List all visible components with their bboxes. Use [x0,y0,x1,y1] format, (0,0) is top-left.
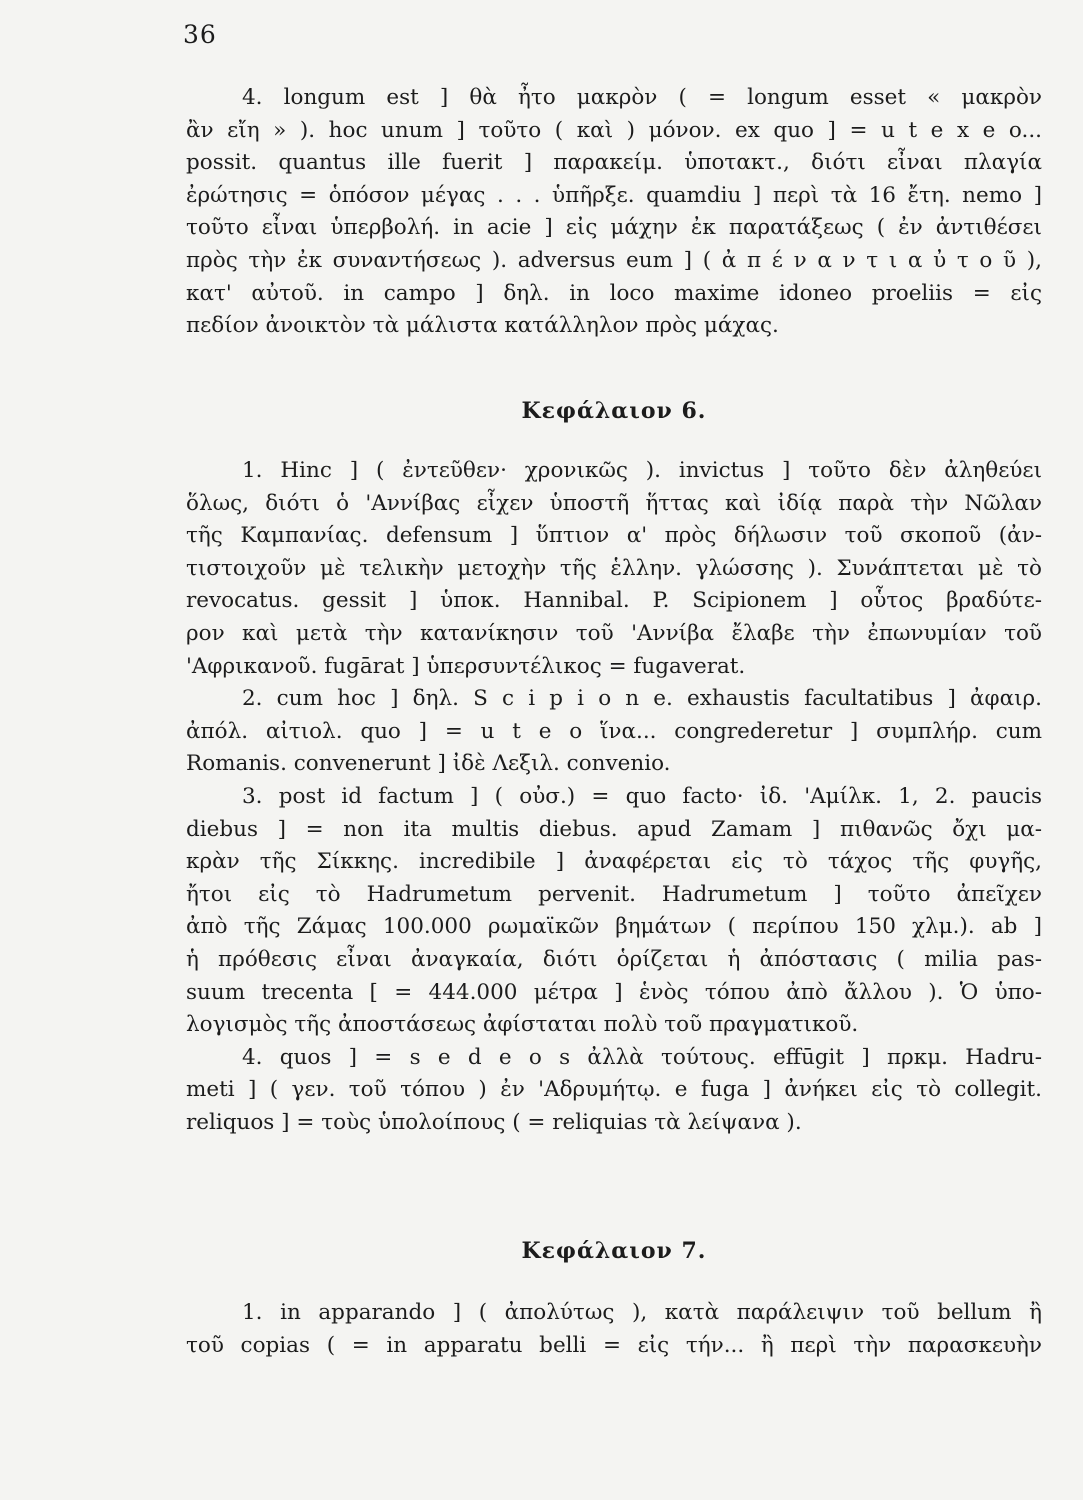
text-line: πεδίον ἀνοικτὸν τὰ μάλιστα κατάλληλον πρὸς μάχας. [186,313,779,339]
text-line: 1. Hinc ] ( ἐντεῦθεν· χρονικῶς ). invictus ] τοῦτο δὲν ἀληθεύει [242,458,1042,483]
chapter-heading-7: Κεφάλαιον 7. [521,1238,707,1264]
text-line: τιστοιχοῦν μὲ τελικὴν μετοχὴν τῆς ἑλλην. γλώσσης ). Συνάπτεται μὲ τὸ [186,555,1042,581]
text-line: 4. quos ] = s e d e o s ἀλλὰ τούτους. effūgit ] πρκμ. Hadru- [242,1044,1042,1070]
text-line: meti ] ( γεν. τοῦ τόπου ) ἐν 'Αδρυμήτῳ. e fuga ] ἀνήκει εἰς τὸ collegit. [186,1077,1042,1103]
text-line: ἡ πρόθεσις εἶναι ἀναγκαία, διότι ὁρίζεται ἡ ἀπόστασις ( milia pas- [186,946,1042,972]
text-line: possit. quantus ille fuerit ] παρακείμ. ὑποτακτ., διότι εἶναι πλαγία [186,150,1042,176]
commentary-section-ch5 [186,82,1042,343]
text-line: κρὰν τῆς Σίκκης. incredibile ] ἀναφέρεται εἰς τὸ τάχος τῆς φυγῆς, [186,849,1042,875]
text-line: revocatus. gessit ] ὑποκ. Hannibal. P. Scipionem ] οὗτος βραδύτε- [186,588,1042,614]
text-line: ἐρώτησις = ὁπόσον μέγας . . . ὑπῆρξε. quamdiu ] περὶ τὰ 16 ἔτη. nemo ] [186,182,1042,208]
text-line: ἀπόλ. αἰτιολ. quo ] = u t e o ἵνα... congrederetur ] συμπλήρ. cum [186,718,1042,744]
text-line: ἤτοι εἰς τὸ Hadrumetum pervenit. Hadrumetum ] τοῦτο ἀπεῖχεν [186,881,1042,907]
text-line: κατ' αὐτοῦ. in campo ] δηλ. in loco maxime idoneo proeliis = εἰς [186,280,1042,306]
text-line: ὅλως, διότι ὁ 'Αννίβας εἶχεν ὑποστῆ ἥττας καὶ ἰδίᾳ παρὰ τὴν Νῶλαν [186,490,1042,516]
text-line: πρὸς τὴν ἐκ συναντήσεως ). adversus eum ] ( ἀ π έ ν α ν τ ι α ὐ τ ο ῦ ), [186,247,1042,273]
commentary-section-ch7 [186,1297,1042,1362]
text-line: 1. in apparando ] ( ἀπολύτως ), κατὰ παράλειψιν τοῦ bellum ἢ [242,1300,1042,1325]
text-line: reliquos ] = τοὺς ὑπολοίπους ( = reliquias τὰ λείψανα ). [186,1109,802,1135]
text-line: ἀπὸ τῆς Ζάμας 100.000 ρωμαϊκῶν βημάτων ( περίπου 150 χλμ.). ab ] [186,914,1042,940]
page-number: 36 [183,20,217,49]
text-line: ἂν εἴη » ). hoc unum ] τοῦτο ( καὶ ) μόνον. ex quo ] = u t e x e o... [186,117,1042,143]
commentary-section-ch6 [186,455,1042,1139]
text-line: 'Αφρικανοῦ. fugārat ] ὑπερσυντέλικος = fugaverat. [186,653,746,679]
text-line: λογισμὸς τῆς ἀποστάσεως ἀφίσταται πολὺ τοῦ πραγματικοῦ. [186,1012,859,1038]
text-line: diebus ] = non ita multis diebus. apud Zamam ] πιθανῶς ὄχι μα- [186,816,1042,842]
text-line: τοῦ copias ( = in apparatu belli = εἰς τήν... ἢ περὶ τὴν παρασκευὴν [186,1332,1042,1358]
text-line: τῆς Καμπανίας. defensum ] ὕπτιον α' πρὸς δήλωσιν τοῦ σκοποῦ (ἀν- [186,523,1042,549]
text-line: ρον καὶ μετὰ τὴν κατανίκησιν τοῦ 'Αννίβα ἔλαβε τὴν ἐπωνυμίαν τοῦ [186,620,1042,646]
text-line: τοῦτο εἶναι ὑπερβολή. in acie ] εἰς μάχην ἐκ παρατάξεως ( ἐν ἀντιθέσει [186,215,1042,241]
text-line: 4. longum est ] θὰ ἦτο μακρὸν ( = longum esset « μακρὸν [242,85,1042,110]
text-line: suum trecenta [ = 444.000 μέτρα ] ἑνὸς τόπου ἀπὸ ἄλλου ). Ὁ ὑπο- [186,979,1042,1005]
text-line: 3. post id factum ] ( οὐσ.) = quo facto· ἰδ. 'Αμίλκ. 1, 2. paucis [242,783,1042,809]
chapter-heading-6: Κεφάλαιον 6. [521,398,707,424]
text-line: 2. cum hoc ] δηλ. S c i p i o n e. exhaustis facultatibus ] ἀφαιρ. [242,686,1042,712]
text-line: Romanis. convenerunt ] ἰδὲ Λεξιλ. convenio. [186,751,671,777]
